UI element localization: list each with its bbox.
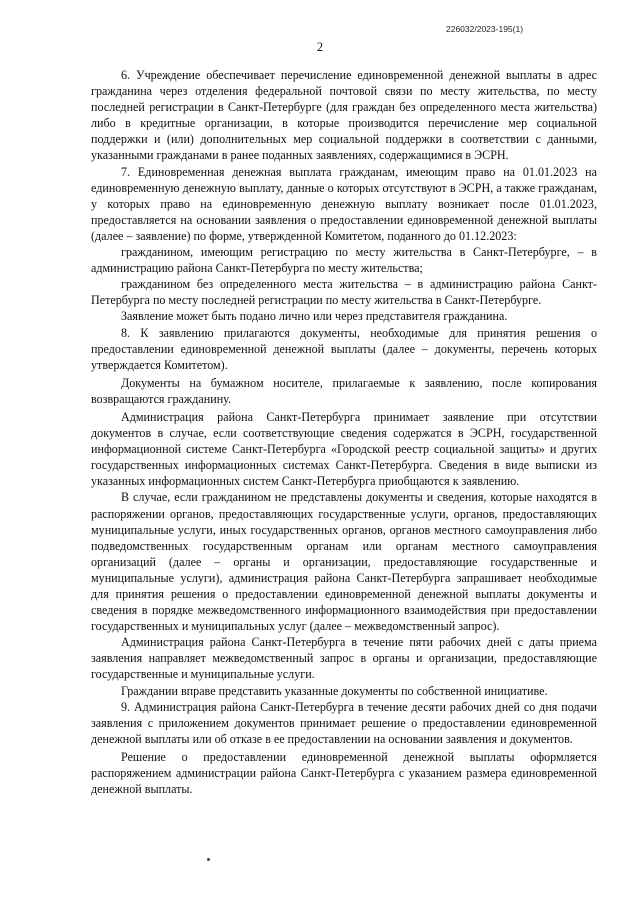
page-number: 2 xyxy=(316,40,324,54)
paragraph-7-registered-citizen: гражданином, имеющим регистрацию по месту жительства в Санкт-Петербурге, – в администрацию района Санкт-Петербурга по месту жительства; xyxy=(91,245,597,276)
scan-speck xyxy=(207,858,210,861)
paragraph-8-acceptance-without-documents: Администрация района Санкт-Петербурга принимает заявление при отсутствии документов в случае, если соответствующие сведения содержатся в ЭСРН, государственной информационной системе Санкт-Петербурга «Городской реестр социальной защиты» и других государственных информационных системах Санкт-Петербурга. Сведения в виде выписки из указанных информационных систем Санкт-Петербурга приобщаются к заявлению. xyxy=(91,409,597,489)
document-body xyxy=(91,67,597,797)
paragraph-9: 9. Администрация района Санкт-Петербурга в течение десяти рабочих дней со дня подачи заявления с приложением документов принимает решение о предоставлении единовременной денежной выплаты или об отказе в ее предоставлении на основании заявления и документов. xyxy=(91,699,597,746)
paragraph-9-decision-form: Решение о предоставлении единовременной денежной выплаты оформляется распоряжением администрации района Санкт-Петербурга с указанием размера единовременной денежной выплаты. xyxy=(91,749,597,797)
paragraph-8-paper-documents: Документы на бумажном носителе, прилагаемые к заявлению, после копирования возвращаются гражданину. xyxy=(91,375,597,406)
document-registration-number: 226032/2023-195(1) xyxy=(446,24,524,34)
paragraph-8-own-initiative: Граждании вправе представить указанные документы по собственной инициативе. xyxy=(121,683,548,698)
paragraph-7-submission-method: Заявление может быть подано лично или через представителя гражданина. xyxy=(121,309,508,324)
paragraph-6: 6. Учреждение обеспечивает перечисление единовременной денежной выплаты в адрес гражданина через отделения федеральной почтовой связи по месту жительства, по месту последней регистрации в Санкт-Петербурге (для граждан без определенного места жительства) либо в кредитные организации, в которые производится перечисление мер социальной поддержки и (или) дополнительных мер социальной поддержки в соответствии с данными, указанными гражданами в ранее поданных заявлениях, содержащимися в ЭСРН. xyxy=(91,68,597,163)
paragraph-8-interagency-request: В случае, если гражданином не представлены документы и сведения, которые находятся в распоряжении органов, предоставляющих государственные услуги, органов, предоставляющих муниципальные услуги, иных государственных органов, органов местного самоуправления либо подведомственных государственным органам или органам местного самоуправления организаций (далее – органы и организации, предоставляющие государственные и муниципальные услуги), администрация района Санкт-Петербурга запрашивает необходимые для принятия решения о предоставлении единовременной денежной выплаты документы и сведения в порядке межведомственного информационного взаимодействия при предоставлении государственных и муниципальных услуг (далее – межведомственный запрос). xyxy=(91,490,597,634)
paragraph-8-request-deadline: Администрация района Санкт-Петербурга в течение пяти рабочих дней с даты приема заявления направляет межведомственный запрос в органы и организации, предоставляющие государственные и муниципальные услуги. xyxy=(91,635,597,682)
paragraph-7-homeless-citizen: гражданином без определенного места жительства – в администрацию района Санкт-Петербурга по месту последней регистрации по месту жительства в Санкт-Петербурге. xyxy=(91,277,597,308)
paragraph-8: 8. К заявлению прилагаются документы, необходимые для принятия решения о предоставлении единовременной денежной выплаты (далее – документы, перечень которых утверждается Комитетом). xyxy=(91,325,597,372)
paragraph-7: 7. Единовременная денежная выплата гражданам, имеющим право на 01.01.2023 на единовременную денежную выплату, данные о которых отсутствуют в ЭСРН, а также гражданам, у которых право на единовременную денежную выплату возникает после 01.01.2023, предоставляется на основании заявления о предоставлении единовременной денежной выплаты (далее – заявление) по форме, утвержденной Комитетом, поданного до 01.12.2023: xyxy=(91,164,597,243)
